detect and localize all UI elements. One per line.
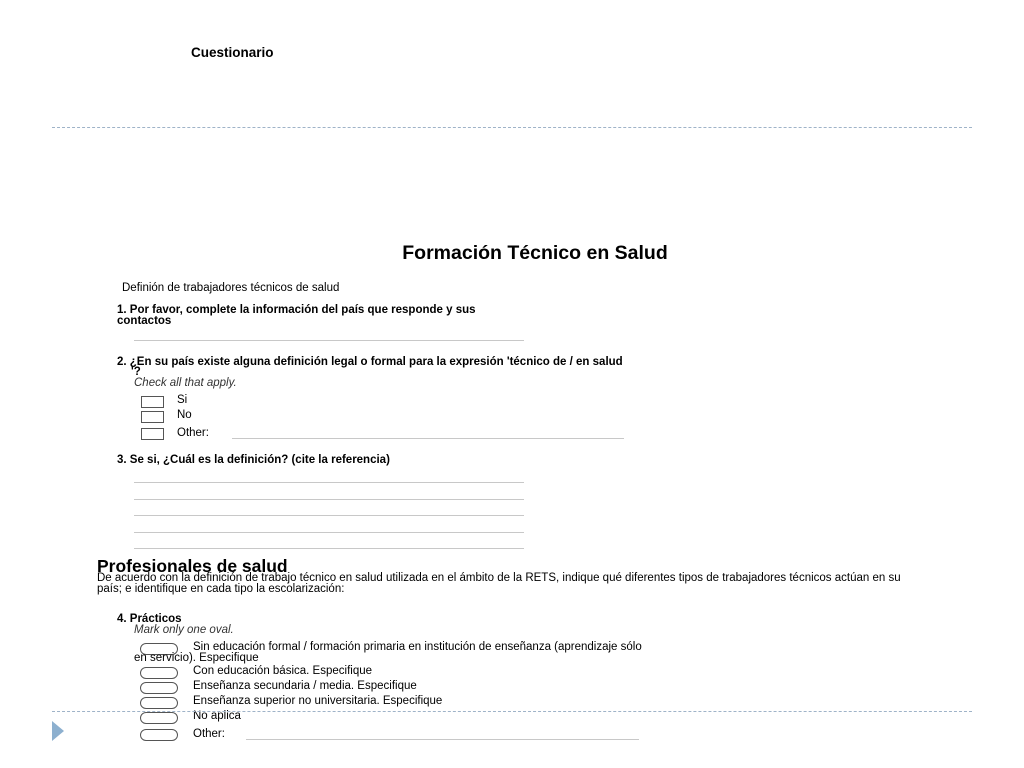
answer-line-q3[interactable] — [134, 515, 524, 516]
checkbox-other[interactable] — [141, 428, 164, 440]
question-2-line1: 2. ¿En su país existe alguna definición legal o formal para la expresión 'técnico de / en salud — [117, 356, 623, 368]
next-slide-icon[interactable] — [52, 721, 64, 741]
answer-line-q1[interactable] — [134, 340, 524, 341]
divider-bottom — [52, 711, 972, 712]
question-1: 1. Por favor, complete la información del país que responde y sus contactos — [117, 304, 476, 327]
question-2-hint: Check all that apply. — [134, 377, 237, 389]
option-2-label: Con educación básica. Especifique — [193, 665, 373, 677]
answer-line-q3[interactable] — [134, 499, 524, 500]
answer-line-q3[interactable] — [134, 532, 524, 533]
radio-option-5[interactable] — [140, 712, 178, 724]
option-1-label-cont: en servicio). Especifique — [134, 652, 259, 664]
option-1-label: Sin educación formal / formación primaria en institución de enseñanza (aprendizaje sólo — [193, 641, 642, 653]
form-subtitle: Definión de trabajadores técnicos de salud — [122, 282, 340, 294]
option-6-label: Other: — [193, 728, 225, 740]
form-title: Formación Técnico en Salud — [402, 242, 668, 264]
option-si-label: Si — [177, 394, 188, 406]
question-4-hint: Mark only one oval. — [134, 624, 234, 636]
option-no-label: No — [177, 409, 192, 421]
answer-line-q3[interactable] — [134, 482, 524, 483]
option-3-label: Enseñanza secundaria / media. Especifique — [193, 680, 417, 692]
other-input-q4[interactable] — [246, 739, 639, 740]
question-2-line2: '? — [131, 366, 141, 378]
other-input-q2[interactable] — [232, 438, 624, 439]
option-other-label: Other: — [177, 427, 209, 439]
page-title: Cuestionario — [191, 45, 274, 60]
option-4-label: Enseñanza superior no universitaria. Especifique — [193, 695, 443, 707]
section-description: De acuerdo con la definición de trabajo técnico en salud utilizada en el ámbito de la RETS, indique qué diferentes tipos de trabajadores técnicos actúan en su país; e identifique en cada tipo la escolarización: — [97, 572, 901, 595]
answer-line-q3[interactable] — [134, 548, 524, 549]
radio-option-2[interactable] — [140, 667, 178, 679]
question-4: 4. Prácticos — [117, 613, 182, 625]
question-3: 3. Se si, ¿Cuál es la definición? (cite la referencia) — [117, 454, 390, 466]
radio-option-6[interactable] — [140, 729, 178, 741]
checkbox-si[interactable] — [141, 396, 164, 408]
checkbox-no[interactable] — [141, 411, 164, 423]
option-5-label: No aplica — [193, 710, 241, 722]
radio-option-3[interactable] — [140, 682, 178, 694]
divider-top — [52, 127, 972, 128]
section-title: Profesionales de salud — [97, 556, 288, 576]
radio-option-4[interactable] — [140, 697, 178, 709]
